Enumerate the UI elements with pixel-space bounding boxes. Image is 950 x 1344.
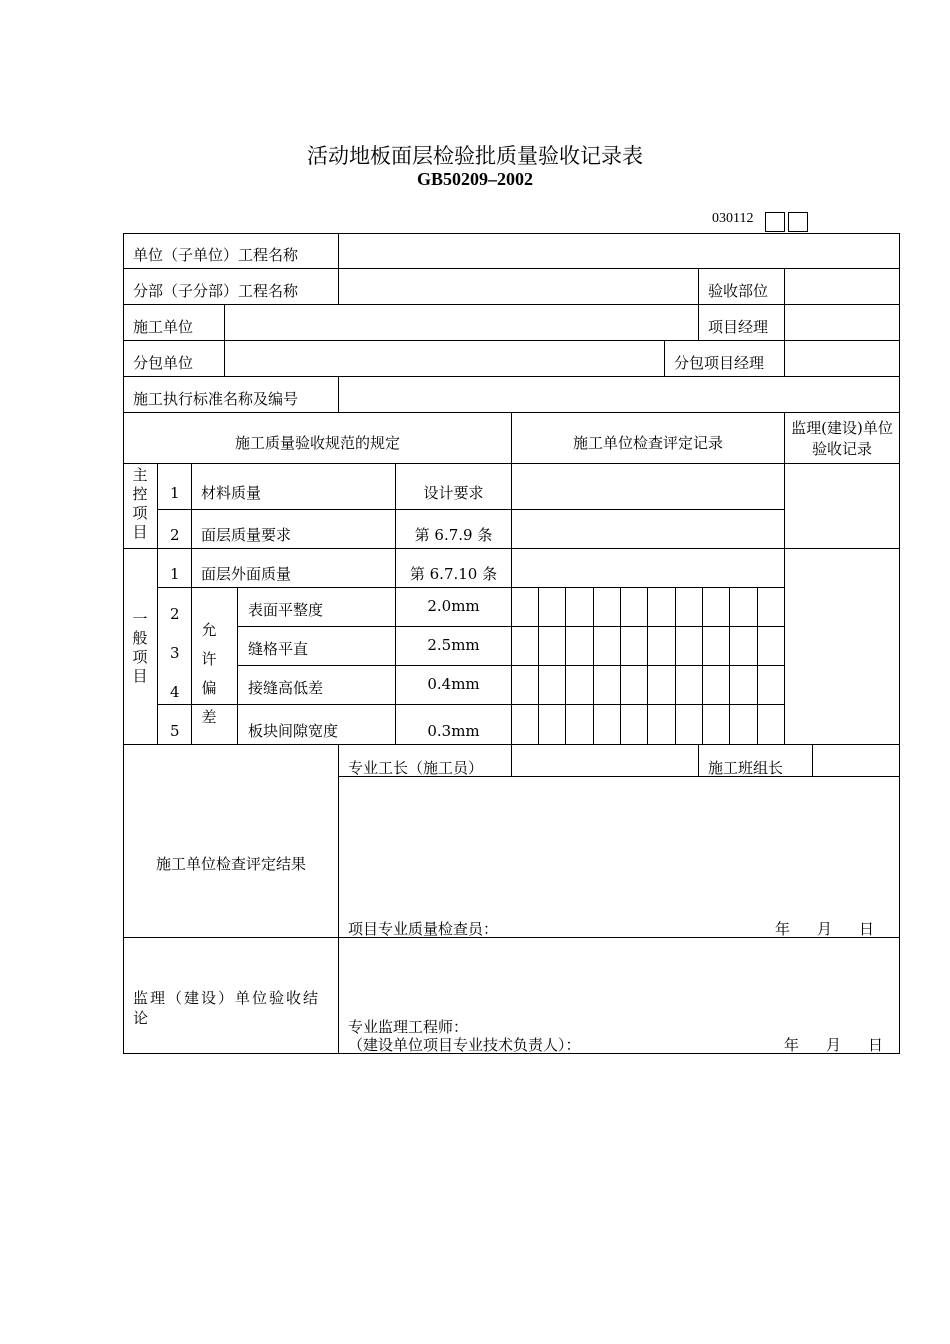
grid-line — [698, 744, 699, 777]
grid-line — [698, 268, 699, 341]
standard-name-label: 施工执行标准名称及编号 — [133, 390, 299, 408]
grid-line — [620, 587, 621, 745]
subcontract-manager-label: 分包项目经理 — [674, 354, 765, 372]
grid-line — [191, 463, 192, 745]
form-code: 030112 — [712, 211, 754, 226]
main-item-name: 材料质量 — [201, 484, 262, 502]
grid-line — [899, 233, 900, 1054]
supervision-conclusion-label: 监理（建设）单位验收结论 — [133, 989, 321, 1027]
grid-line — [157, 704, 785, 705]
project-manager-label: 项目经理 — [708, 318, 769, 336]
grid-line — [565, 587, 566, 745]
main-item-req: 设计要求 — [423, 484, 484, 502]
general-item-name: 接缝高低差 — [248, 679, 324, 697]
form-code-box-2[interactable] — [788, 212, 808, 232]
grid-line — [157, 587, 785, 588]
general-item-req: 0.3mm — [427, 722, 480, 740]
general-item-req: 2.5mm — [427, 636, 480, 654]
supervision-engineer-label: 专业监理工程师： — [348, 1018, 469, 1036]
grid-line — [237, 587, 238, 745]
general-item-req: 0.4mm — [427, 675, 480, 693]
general-item-name: 缝格平直 — [248, 640, 309, 658]
result-year: 年 — [775, 920, 791, 938]
grid-line — [702, 587, 703, 745]
tolerance-label: 允许偏差 — [201, 621, 217, 726]
subproject-label: 分部（子分部）工程名称 — [133, 282, 299, 300]
grid-line — [224, 304, 225, 377]
spec-header: 施工质量验收规范的规定 — [234, 434, 400, 452]
grid-line — [784, 268, 785, 377]
general-item-name: 面层外面质量 — [201, 565, 292, 583]
grid-line — [338, 233, 339, 305]
general-item-no: 3 — [170, 644, 180, 662]
grid-line — [338, 744, 339, 1054]
supervision-record-header: 监理(建设)单位验收记录 — [791, 419, 893, 458]
grid-line — [757, 587, 758, 745]
supervision-year: 年 — [784, 1036, 800, 1054]
main-items-group-label: 主控项目 — [132, 466, 148, 541]
form-title: 活动地板面层检验批质量验收记录表 — [307, 144, 643, 168]
main-item-req: 第 6.7.9 条 — [414, 526, 493, 544]
general-item-name: 表面平整度 — [248, 601, 324, 619]
result-day: 日 — [859, 920, 875, 938]
grid-line — [664, 340, 665, 377]
subcontract-unit-label: 分包单位 — [133, 354, 194, 372]
team-leader-label: 施工班组长 — [708, 759, 784, 777]
grid-line — [157, 463, 158, 745]
grid-line — [675, 587, 676, 745]
unit-result-label: 施工单位检查评定结果 — [155, 855, 306, 873]
supervision-day: 日 — [868, 1036, 884, 1054]
main-item-name: 面层质量要求 — [201, 526, 292, 544]
general-item-name: 板块间隙宽度 — [248, 722, 339, 740]
acceptance-part-label: 验收部位 — [708, 282, 769, 300]
supervision-month: 月 — [826, 1036, 842, 1054]
grid-line — [511, 744, 512, 777]
standard-code: GB50209‒2002 — [416, 169, 533, 189]
general-items-group-label: 一般项目 — [132, 610, 148, 685]
result-month: 月 — [817, 920, 833, 938]
grid-line — [593, 587, 594, 745]
grid-line — [123, 233, 900, 234]
foreman-label: 专业工长（施工员） — [348, 759, 484, 777]
grid-line — [338, 376, 339, 413]
grid-line — [647, 587, 648, 745]
construction-unit-label: 施工单位 — [133, 318, 194, 336]
grid-line — [157, 509, 785, 510]
form-code-box-1[interactable] — [765, 212, 785, 232]
grid-line — [123, 548, 900, 549]
grid-line — [729, 587, 730, 745]
grid-line — [812, 744, 813, 777]
main-item-no: 2 — [170, 526, 180, 544]
general-item-no: 2 — [170, 605, 180, 623]
grid-line — [511, 412, 512, 745]
main-item-no: 1 — [170, 484, 180, 502]
grid-line — [538, 587, 539, 745]
inspector-label: 项目专业质量检查员： — [348, 920, 499, 938]
project-name-label: 单位（子单位）工程名称 — [133, 246, 299, 264]
grid-line — [123, 233, 124, 1054]
general-item-no: 4 — [170, 683, 180, 701]
general-item-no: 1 — [170, 565, 180, 583]
general-item-req: 第 6.7.10 条 — [409, 565, 498, 583]
check-record-header: 施工单位检查评定记录 — [572, 434, 723, 452]
owner-tech-lead-label: （建设单位项目专业技术负责人）： — [348, 1036, 581, 1054]
grid-line — [784, 412, 785, 745]
general-item-req: 2.0mm — [427, 597, 480, 615]
general-item-no: 5 — [170, 722, 180, 740]
